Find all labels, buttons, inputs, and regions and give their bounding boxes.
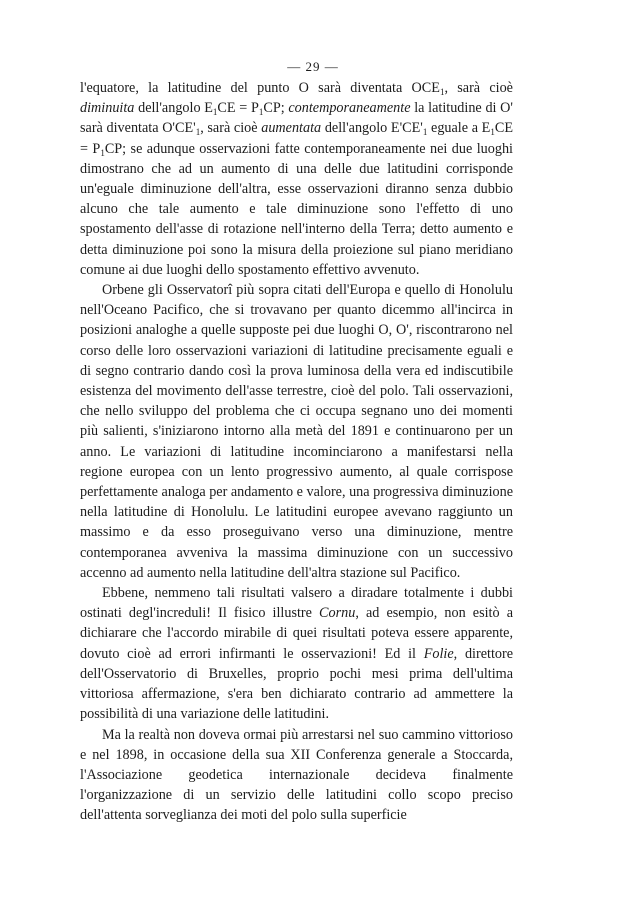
paragraph-p4 — [80, 725, 513, 826]
paragraph-p1 — [80, 78, 513, 280]
paragraph-p3 — [80, 583, 513, 724]
subscript: 1 — [258, 107, 264, 118]
body-text — [80, 78, 513, 826]
text-run: dell'angolo E — [134, 100, 213, 117]
text-run: Ebbene, nemmeno tali risultati valsero a diradare totalmente i dubbi ostinati degl'increduli! Il fisico illustre — [80, 585, 513, 622]
italic-text: contemporaneamente — [288, 100, 411, 117]
text-run: CP; se adunque osservazioni fatte contemporaneamente nei due luoghi dimostrano che ad un aumento di una delle due latitudini corrisponde un'eguale diminuzione dell'altra, esse osservazioni diranno senza dubbio alcuno che tale aumento e tale diminuzione sono l'effetto di uno spostamento dell'asse di rotazione nell'interno della Terra; detto aumento e detta diminuzione poi sono la misura della proiezione sul piano meridiano comune ai due luoghi dello spostamento effettivo avvenuto. — [80, 140, 513, 278]
text-run: CE = P — [217, 100, 259, 117]
text-run: Orbene gli Osservatorî più sopra citati dell'Europa e quello di Honolulu nell'Oceano Pacifico, che si trovavano per quanto dicemmo all'incirca in posizioni analoghe a quelle supposte pei due luoghi O, O', riscontrarono nel corso delle loro osservazioni variazioni di latitudine precisamente eguali e di segno contrario dando così la prova luminosa della vera ed indiscutibile esistenza del movimento dell'asse terrestre, cioè del polo. Tali osservazioni, che nello sviluppo del problema che ci occupa segnano uno dei momenti più salienti, s'iniziarono intorno alla metà del 1891 e continuarono per un anno. Le variazioni di latitudine incominciarono a manifestarsi nella regione europea con un lento progressivo aumento, al quale corrispose perfettamente analoga per andamento e valore, una progressiva diminuzione nella latitudine di Honolulu. Le latitudini europee avevano raggiunto un massimo e da esso proseguivano verso una diminuzione, mentre contemporanea avveniva la massima diminuzione con un successivo accenno ad aumento nella latitudine dell'altra stazione sul Pacifico. — [80, 282, 513, 581]
text-run: dell'angolo E'CE' — [321, 120, 423, 137]
subscript: 1 — [100, 147, 105, 158]
italic-text: Folie — [423, 645, 454, 662]
text-run: la latitudine di O' sarà diventata O'CE' — [80, 100, 513, 137]
subscript: 1 — [195, 127, 201, 138]
italic-text: aumentata — [261, 120, 322, 137]
page-number: — 29 — — [287, 59, 339, 74]
text-run: Ma la realtà non doveva ormai più arrestarsi nel suo cammino vittorioso e nel 1898, in occasione della sua XII Conferenza generale a Stoccarda, l'Associazione geodetica internazionale decideva finalmente l'organizzazione di un servizio delle latitudini collo scopo preciso dell'attenta sorveglianza dei moti del polo sulla superficie — [80, 726, 513, 824]
italic-text: diminuita — [80, 100, 135, 117]
subscript: 1 — [439, 87, 445, 97]
paragraph-p2 — [80, 280, 513, 583]
italic-text: Cornu — [319, 605, 356, 622]
text-run: , sarà cioè — [444, 80, 513, 96]
text-run: , sarà cioè — [200, 120, 262, 137]
text-run: , ad esempio, non esitò a dichiarare che l'accordo mirabile di quei risultati poteva essere apparente, dovuto cioè ad errori infirmanti le osservazioni! Ed il — [80, 605, 513, 662]
text-run: CP; — [263, 100, 289, 117]
text-run: CE = P — [80, 120, 513, 157]
subscript: 1 — [212, 107, 218, 118]
subscript: 1 — [490, 127, 495, 138]
subscript: 1 — [422, 127, 428, 138]
text-run: eguale a E — [427, 120, 491, 137]
text-run: , direttore dell'Osservatorio di Bruxelles, proprio pochi mesi prima dell'ultima vittoriosa affermazione, s'era ben dichiarato contrario ad ammettere la possibilità di una variazione delle latitudini. — [80, 645, 513, 723]
text-run: l'equatore, la latitudine del punto O sarà diventata OCE — [80, 80, 440, 96]
